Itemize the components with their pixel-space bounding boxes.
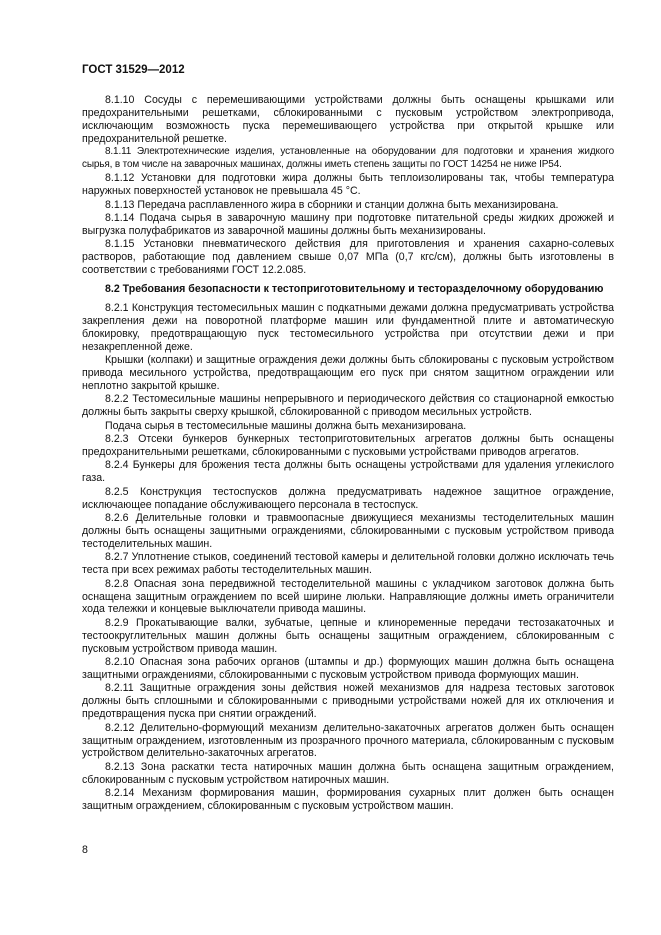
- paragraph-8-2-3: 8.2.3 Отсеки бункеров бункерных тестоприготовительных агрегатов должны быть оснащены предохранительными решетками, сблокированными с пусковыми устройствами приводов агрегатов.: [82, 433, 614, 459]
- paragraph-8-2-4: 8.2.4 Бункеры для брожения теста должны быть оснащены устройствами для удаления углекислого газа.: [82, 459, 614, 485]
- page-number: 8: [82, 844, 88, 856]
- paragraph-8-2-1: 8.2.1 Конструкция тестомесильных машин с подкатными дежами должна предусматривать устройства закрепления дежи на поворотной платформе машин или фундаментной плите и автоматическую блокировку, предотвращающую пуск тестомесильного устройства при отсутствии дежи и при незакрепленной деже.: [82, 302, 614, 353]
- paragraph-8-2-7: 8.2.7 Уплотнение стыков, соединений тестовой камеры и делительной головки должно исключать течь теста при всех режимах работы тестоделительных машин.: [82, 551, 614, 577]
- paragraph-8-1-10: 8.1.10 Сосуды с перемешивающими устройствами должны быть оснащены крышками или предохранительными решетками, сблокированными с пусковым устройством электропривода, исключающим возможность пуска перемешивающего устройства при открытой крышке или предохранительной решетке.: [82, 94, 614, 145]
- paragraph-8-2-5: 8.2.5 Конструкция тестоспусков должна предусматривать надежное защитное ограждение, исключающее попадание обслуживающего персонала в тестоспуск.: [82, 485, 614, 511]
- paragraph-8-2-14: 8.2.14 Механизм формирования машин, формирования сухарных плит должен быть оснащен защитным ограждением, сблокированным с пусковым устройством машин.: [82, 787, 614, 813]
- paragraph-8-2-8: 8.2.8 Опасная зона передвижной тестоделительной машины с укладчиком заготовок должна быть оснащена защитным ограждением по всей ширине люльки. Направляющие должны иметь ограничители хода тележки и концевые выключатели привода машины.: [82, 577, 614, 616]
- document-body: [82, 94, 614, 813]
- paragraph-8-2-6: 8.2.6 Делительные головки и травмоопасные движущиеся механизмы тестоделительных машин должны быть оснащены защитными ограждениями, сблокированными с пусковым устройством привода тестоделительных машин.: [82, 512, 614, 550]
- document-header: ГОСТ 31529—2012: [82, 64, 185, 76]
- paragraph-8-2-10: 8.2.10 Опасная зона рабочих органов (штампы и др.) формующих машин должна быть оснащена защитными ограждениями, сблокированными с пусковым устройством привода формующих машин.: [82, 656, 614, 681]
- paragraph-8-2-12: 8.2.12 Делительно-формующий механизм делительно-закаточных агрегатов должен быть оснащен защитным ограждением, изготовленным из прозрачного прочного материала, сблокированным с пусковым устройством делительно-закаточных агрегатов.: [82, 721, 614, 760]
- paragraph-8-2-11: 8.2.11 Защитные ограждения зоны действия ножей механизмов для надреза тестовых заготовок должны быть сплошными и сблокированными с приводными устройствами ножей для их отключения и предотвращения пуска при снятии ограждений.: [82, 682, 614, 721]
- paragraph-8-2-1-continued: Крышки (колпаки) и защитные ограждения дежи должны быть сблокированы с пусковым устройством привода месильного устройства, предотвращающим его пуск при снятом защитном ограждении или неплотно закрытой крышке.: [82, 354, 614, 393]
- paragraph-8-1-14: 8.1.14 Подача сырья в заварочную машину при подготовке питательной среды жидких дрожжей и выгрузка полуфабрикатов из заварочной машины должны быть механизированы.: [82, 212, 614, 238]
- paragraph-8-2-2: 8.2.2 Тестомесильные машины непрерывного и периодического действия со стационарной емкостью должны быть закрыты сверху крышкой, сблокированной с приводом месильных устройств.: [82, 393, 614, 419]
- paragraph-8-2-9: 8.2.9 Прокатывающие валки, зубчатые, цепные и клиноременные передачи тестозакаточных и тестоокруглительных машин должны быть оснащены защитным ограждением, сблокированным с пусковым устройством привода машин.: [82, 616, 614, 655]
- paragraph-8-1-15: 8.1.15 Установки пневматического действия для приготовления и хранения сахарно-солевых растворов, работающие под давлением свыше 0,07 МПа (0,7 кгс/см), должны быть изготовлены в соответствии с требованиями ГОСТ 12.2.085.: [82, 238, 614, 277]
- paragraph-8-2-2-continued: Подача сырья в тестомесильные машины должна быть механизирована.: [105, 419, 467, 432]
- section-heading-8-2: 8.2 Требования безопасности к тестоприготовительному и тесторазделочному оборудованию: [105, 283, 604, 296]
- paragraph-8-1-13: 8.1.13 Передача расплавленного жира в сборники и станции должна быть механизирована.: [105, 198, 559, 211]
- paragraph-8-1-11: 8.1.11 Электротехнические изделия, установленные на оборудовании для подготовки и хранения жидкого сырья, в том числе на заварочных машинах, должны иметь степень защиты по ГОСТ 14254 не ниже IP54.: [82, 146, 614, 171]
- paragraph-8-1-12: 8.1.12 Установки для подготовки жира должны быть теплоизолированы так, чтобы температура наружных поверхностей установок не превышала 45 °С.: [82, 172, 614, 198]
- paragraph-8-2-13: 8.2.13 Зона раскатки теста натирочных машин должна быть оснащена защитным ограждением, сблокированным с пусковым устройством натирочных машин.: [82, 760, 614, 786]
